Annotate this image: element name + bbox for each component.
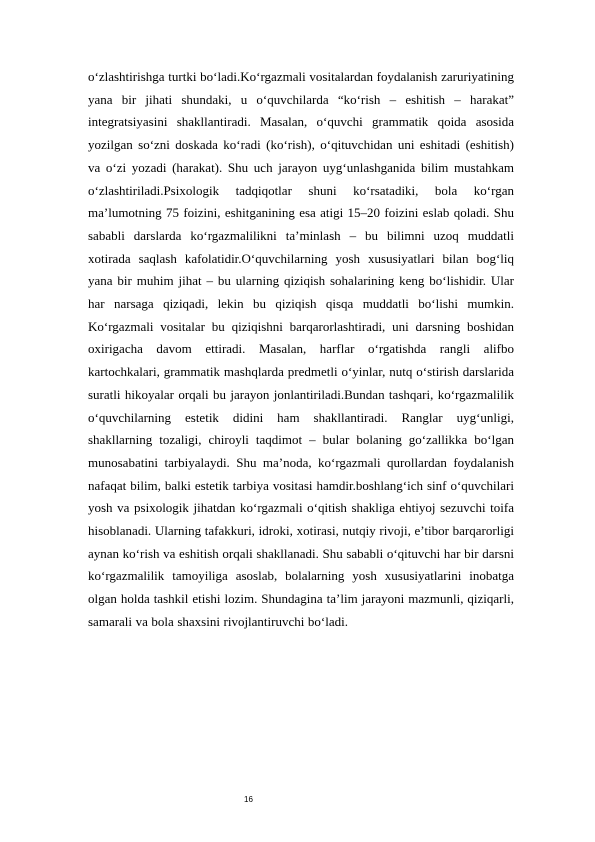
page-number: 16 (244, 795, 253, 804)
body-paragraph: o‘zlashtirishga turtki bo‘ladi.Ko‘rgazmali vositalardan foydalanish zaruriyatining yana bir jihati shundaki, u o‘quvchilarda “ko‘rish – eshitish – harakat” integratsiyasini shakllantiradi. Masalan, o‘quvchi grammatik qoida asosida yozilgan so‘zni doskada ko‘radi (ko‘rish), o‘qituvchidan uni eshitadi (eshitish) va o‘zi yozadi (harakat). Shu uch jarayon uyg‘unlashganida bilim mustahkam o‘zlashtiriladi.Psixologik tadqiqotlar shuni ko‘rsatadiki, bola ko‘rgan ma’lumotning 75 foizini, eshitganining esa atigi 15–20 foizini eslab qoladi. Shu sababli darslarda ko‘rgazmalilikni ta’minlash – bu bilimni uzoq muddatli xotirada saqlash kafolatidir.O‘quvchilarning yosh xususiyatlari bilan bog‘liq yana bir muhim jihat – bu ularning qiziqish sohalarining keng bo‘lishidir. Ular har narsaga qiziqadi, lekin bu qiziqish qisqa muddatli bo‘lishi mumkin. Ko‘rgazmali vositalar bu qiziqishni barqarorlashtiradi, uni darsning boshidan oxirigacha davom ettiradi. Masalan, harflar o‘rgatishda rangli alifbo kartochkalari, grammatik mashqlarda predmetli o‘yinlar, nutq o‘stirish darslarida suratli hikoyalar orqali bu jarayon jonlantiriladi.Bundan tashqari, ko‘rgazmalilik o‘quvchilarning estetik didini ham shakllantiradi. Ranglar uyg‘unligi, shakllarning tozaligi, chiroyli taqdimot – bular bolaning go‘zallikka bo‘lgan munosabatini tarbiyalaydi. Shu ma’noda, ko‘rgazmali qurollardan foydalanish nafaqat bilim, balki estetik tarbiya vositasi hamdir.boshlang‘ich sinf o‘quvchilari yosh va psixologik jihatdan ko‘rgazmali o‘qitish shakliga ehtiyoj sezuvchi toifa hisoblanadi. Ularning tafakkuri, idroki, xotirasi, nutqiy rivoji, e’tibor barqarorligi aynan ko‘rish va eshitish orqali shakllanadi. Shu sababli o‘qituvchi har bir darsni ko‘rgazmalilik tamoyiliga asoslab, bolalarning yosh xususiyatlarini inobatga olgan holda tashkil etishi lozim. Shundagina ta’lim jarayoni mazmunli, qiziqarli, samarali va bola shaxsini rivojlantiruvchi bo‘ladi. (88, 69, 514, 629)
